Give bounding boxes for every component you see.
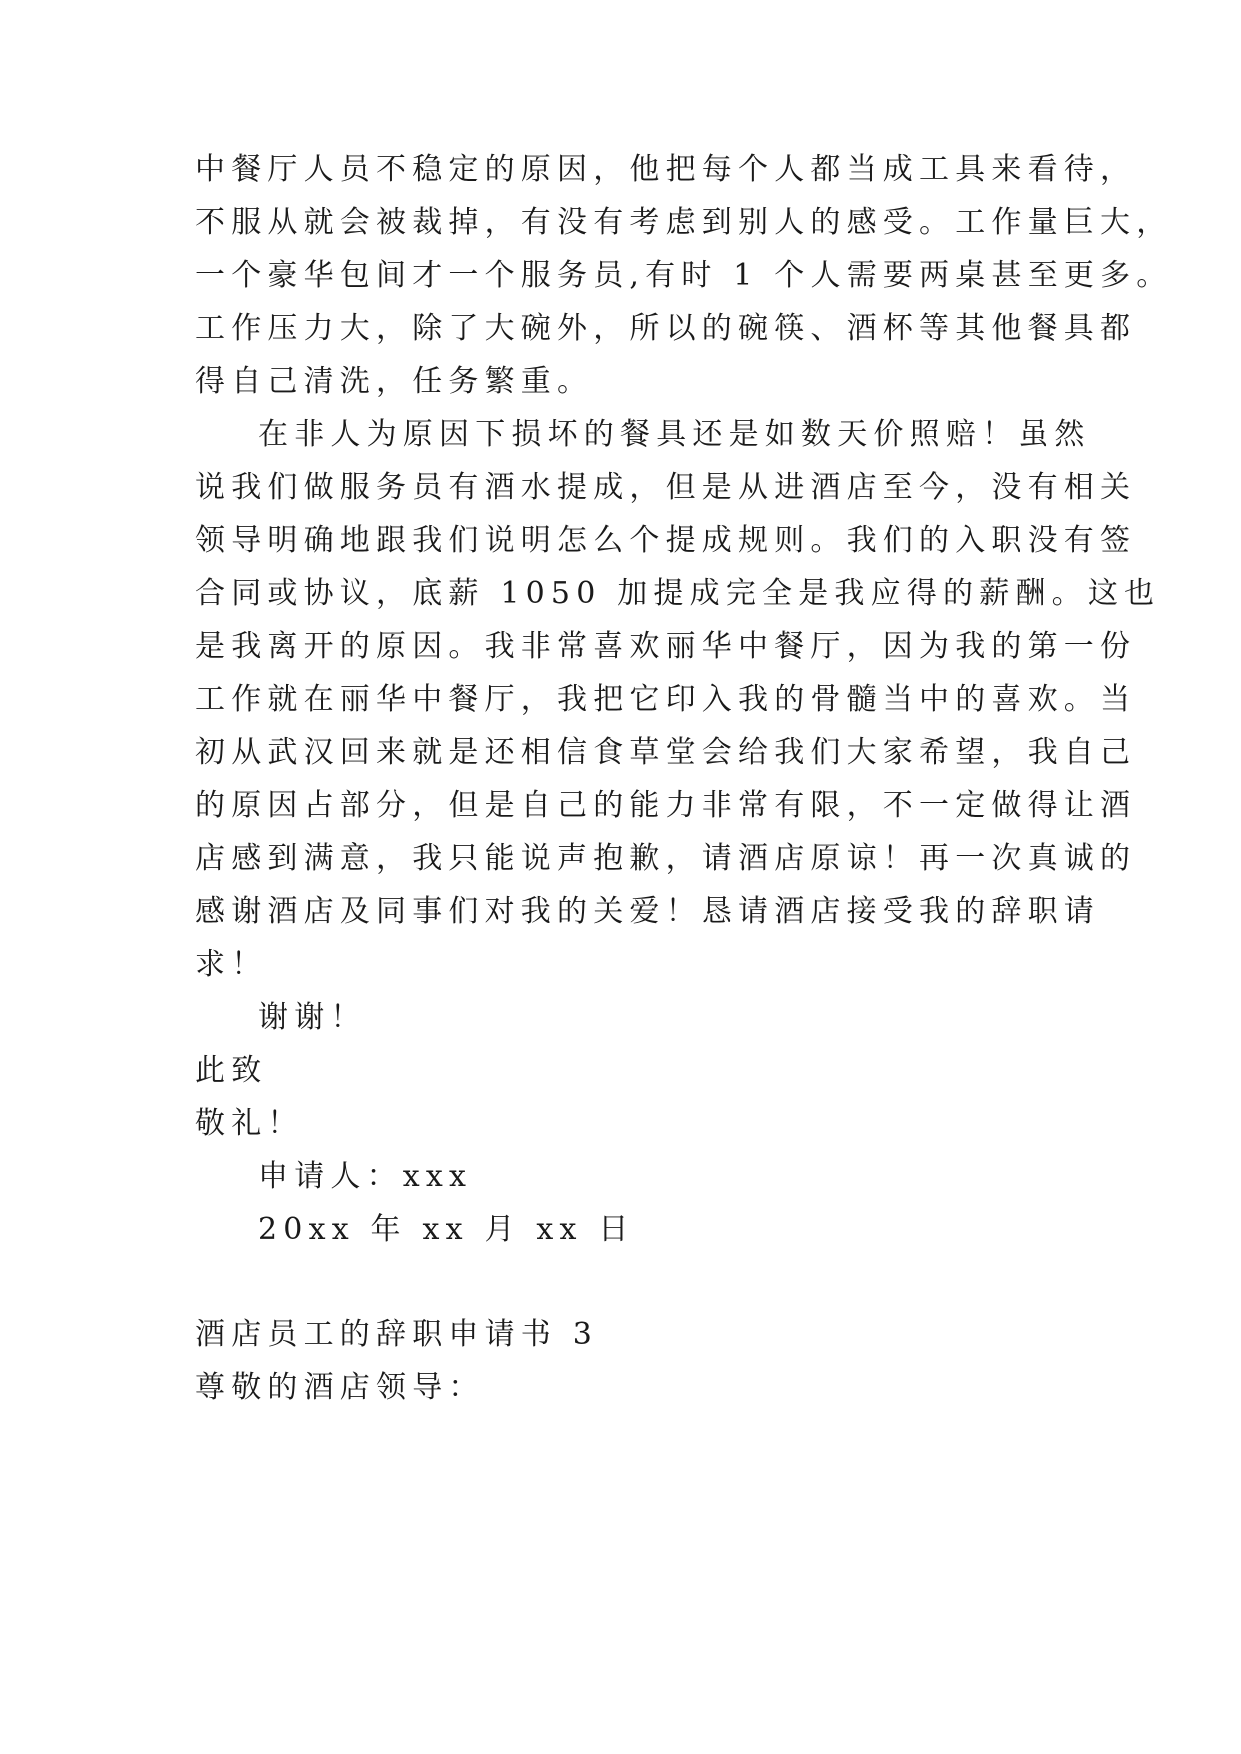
salutation: 尊敬的酒店领导： bbox=[195, 1370, 485, 1405]
applicant-line: 申请人：xxx bbox=[258, 1159, 473, 1194]
section-title: 酒店员工的辞职申请书 3 bbox=[195, 1317, 599, 1352]
text-line: 领导明确地跟我们说明怎么个提成规则。我们的入职没有签 bbox=[195, 523, 1137, 558]
date-line: 20xx 年 xx 月 xx 日 bbox=[258, 1212, 635, 1247]
text-line: 是我离开的原因。我非常喜欢丽华中餐厅，因为我的第一份 bbox=[195, 629, 1137, 664]
text-line: 在非人为原因下损坏的餐具还是如数天价照赔！虽然 bbox=[258, 417, 1091, 452]
text-line: 店感到满意，我只能说声抱歉，请酒店原谅！再一次真诚的 bbox=[195, 841, 1137, 876]
text-line: 工作压力大，除了大碗外，所以的碗筷、酒杯等其他餐具都 bbox=[195, 311, 1137, 346]
text-line: 说我们做服务员有酒水提成，但是从进酒店至今，没有相关 bbox=[195, 470, 1137, 505]
text-line: 一个豪华包间才一个服务员,有时 1 个人需要两桌甚至更多。 bbox=[195, 258, 1173, 293]
text-line: 初从武汉回来就是还相信食草堂会给我们大家希望，我自己 bbox=[195, 735, 1137, 770]
text-line: 工作就在丽华中餐厅，我把它印入我的骨髓当中的喜欢。当 bbox=[195, 682, 1137, 717]
text-line: 不服从就会被裁掉，有没有考虑到别人的感受。工作量巨大， bbox=[195, 205, 1173, 240]
text-line: 的原因占部分，但是自己的能力非常有限，不一定做得让酒 bbox=[195, 788, 1137, 823]
text-line: 得自己清洗，任务繁重。 bbox=[195, 364, 594, 399]
closing-text: 此致 bbox=[195, 1053, 268, 1088]
thanks-text: 谢谢！ bbox=[258, 1000, 367, 1035]
text-line: 感谢酒店及同事们对我的关爱！恳请酒店接受我的辞职请 bbox=[195, 894, 1100, 929]
text-line: 求！ bbox=[195, 947, 268, 982]
text-line: 中餐厅人员不稳定的原因，他把每个人都当成工具来看待， bbox=[195, 152, 1137, 187]
closing-text: 敬礼！ bbox=[195, 1106, 304, 1141]
text-line: 合同或协议，底薪 1050 加提成完全是我应得的薪酬。这也 bbox=[195, 576, 1161, 611]
